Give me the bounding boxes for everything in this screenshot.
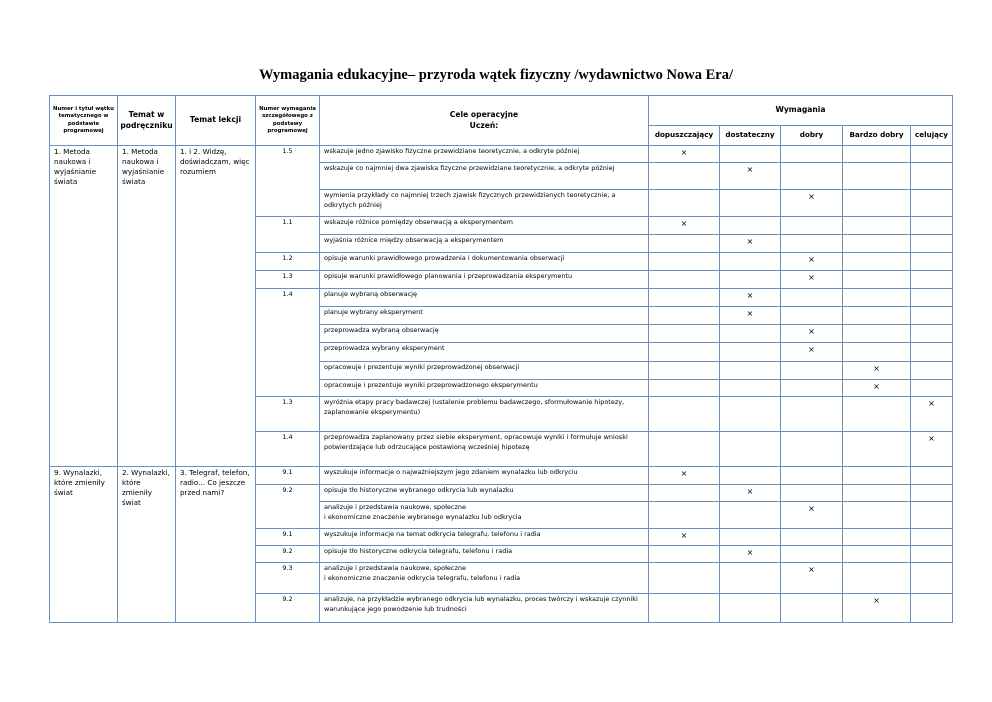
level-cell xyxy=(649,235,720,253)
level-cell xyxy=(911,502,953,529)
level-cell xyxy=(911,546,953,563)
level-cell xyxy=(911,343,953,362)
level-cell xyxy=(720,190,781,217)
lesson-topic-cell: 3. Telegraf, telefon, radio... Co jeszcze przed nami? xyxy=(176,467,256,623)
level-cell xyxy=(781,307,843,325)
level-cell xyxy=(911,325,953,343)
goal-cell: opisuje tło historyczne odkrycia telegrafu, telefonu i radia xyxy=(320,546,649,563)
level-cell xyxy=(649,563,720,594)
level-cell xyxy=(911,467,953,485)
level-cell xyxy=(843,502,911,529)
requirement-mark: × xyxy=(781,563,843,594)
goal-cell: przeprowadza wybrany eksperyment xyxy=(320,343,649,362)
level-cell xyxy=(843,289,911,307)
level-cell xyxy=(911,307,953,325)
level-cell xyxy=(843,467,911,485)
goal-cell: analizuje i przedstawia naukowe, społeczne i ekonomiczne znaczenie odkrycia telegrafu, telefonu i radia xyxy=(320,563,649,594)
requirements-table xyxy=(49,95,953,623)
level-cell xyxy=(911,146,953,163)
level-cell xyxy=(843,485,911,502)
document-title: Wymagania edukacyjne– przyroda wątek fizyczny /wydawnictwo Nowa Era/ xyxy=(258,67,734,83)
level-cell xyxy=(649,502,720,529)
level-cell xyxy=(649,546,720,563)
level-cell xyxy=(911,289,953,307)
level-cell xyxy=(843,146,911,163)
requirement-mark: × xyxy=(720,307,781,325)
level-cell xyxy=(911,529,953,546)
header-temat: Temat w podręczniku xyxy=(118,96,176,146)
header-level: Bardzo dobry xyxy=(843,126,911,146)
goal-cell: opracowuje i prezentuje wyniki przeprowadzonego eksperymentu xyxy=(320,380,649,397)
goal-cell: wyszukuje informacje na temat odkrycia telegrafu, telefonu i radia xyxy=(320,529,649,546)
requirement-number-cell: 9.3 xyxy=(256,563,320,594)
header-numer-wymagania: Numer wymagania szczegółowego z podstawy programowej xyxy=(256,96,320,146)
level-cell xyxy=(781,432,843,467)
level-cell xyxy=(720,594,781,623)
requirement-mark: × xyxy=(843,594,911,623)
level-cell xyxy=(649,380,720,397)
table-row xyxy=(50,467,953,485)
level-cell xyxy=(843,529,911,546)
requirement-mark: × xyxy=(649,217,720,235)
level-cell xyxy=(649,190,720,217)
level-cell xyxy=(720,325,781,343)
header-wymagania: Wymagania xyxy=(649,96,953,126)
level-cell xyxy=(649,343,720,362)
level-cell xyxy=(843,235,911,253)
level-cell xyxy=(781,217,843,235)
requirement-mark: × xyxy=(720,235,781,253)
section-number-cell: 9. Wynalazki, które zmieniły świat xyxy=(50,467,118,623)
requirement-number-cell: 9.1 xyxy=(256,529,320,546)
level-cell xyxy=(720,217,781,235)
level-cell xyxy=(843,343,911,362)
requirement-mark: × xyxy=(720,163,781,190)
level-cell xyxy=(843,307,911,325)
header-level: dobry xyxy=(781,126,843,146)
level-cell xyxy=(720,563,781,594)
header-numer-tytul: Numer i tytuł wątku tematycznego w podstawie programowej xyxy=(50,96,118,146)
level-cell xyxy=(649,253,720,271)
requirement-number-cell: 1.2 xyxy=(256,253,320,271)
level-cell xyxy=(649,397,720,432)
goal-cell: opisuje warunki prawidłowego prowadzenia i dokumentowania obserwacji xyxy=(320,253,649,271)
table-body xyxy=(50,146,953,623)
level-cell xyxy=(843,325,911,343)
level-cell xyxy=(911,190,953,217)
goal-cell: opisuje tło historyczne wybranego odkrycia lub wynalazku xyxy=(320,485,649,502)
goal-cell: planuje wybrany eksperyment xyxy=(320,307,649,325)
requirement-number-cell: 1.4 xyxy=(256,432,320,467)
level-cell xyxy=(781,546,843,563)
goal-cell: wymienia przykłady co najmniej trzech zjawisk fizycznych przewidzianych teoretycznie, a odkrytych później xyxy=(320,190,649,217)
level-cell xyxy=(911,362,953,380)
level-cell xyxy=(781,529,843,546)
level-cell xyxy=(781,289,843,307)
goal-cell: wyjaśnia różnice między obserwacją a eksperymentem xyxy=(320,235,649,253)
level-cell xyxy=(720,146,781,163)
level-cell xyxy=(649,163,720,190)
level-cell xyxy=(843,217,911,235)
level-cell xyxy=(843,397,911,432)
header-temat-lekcji: Temat lekcji xyxy=(176,96,256,146)
level-cell xyxy=(649,362,720,380)
level-cell xyxy=(911,271,953,289)
requirement-mark: × xyxy=(781,253,843,271)
goal-cell: analizuje, na przykładzie wybranego odkrycia lub wynalazku, proces twórczy i wskazuje czynniki warunkujące jego powodzenie lub trudności xyxy=(320,594,649,623)
level-cell xyxy=(720,502,781,529)
requirement-number-cell: 1.3 xyxy=(256,397,320,432)
requirement-mark: × xyxy=(843,380,911,397)
level-cell xyxy=(781,146,843,163)
level-cell xyxy=(843,563,911,594)
level-cell xyxy=(911,217,953,235)
table-row xyxy=(50,146,953,163)
level-cell xyxy=(843,190,911,217)
level-cell xyxy=(911,563,953,594)
requirement-mark: × xyxy=(649,467,720,485)
level-cell xyxy=(911,485,953,502)
requirement-mark: × xyxy=(911,432,953,467)
level-cell xyxy=(781,467,843,485)
level-cell xyxy=(781,594,843,623)
requirement-mark: × xyxy=(720,485,781,502)
goal-cell: analizuje i przedstawia naukowe, społeczne i ekonomiczne znaczenie wybranego wynalazku lub odkrycia xyxy=(320,502,649,529)
level-cell xyxy=(649,485,720,502)
level-cell xyxy=(649,271,720,289)
level-cell xyxy=(843,546,911,563)
level-cell xyxy=(911,253,953,271)
requirement-mark: × xyxy=(781,271,843,289)
requirement-mark: × xyxy=(911,397,953,432)
level-cell xyxy=(911,163,953,190)
level-cell xyxy=(649,594,720,623)
requirement-mark: × xyxy=(781,343,843,362)
requirement-number-cell: 1.4 xyxy=(256,289,320,397)
requirement-mark: × xyxy=(720,289,781,307)
goal-cell: przeprowadza wybraną obserwację xyxy=(320,325,649,343)
requirement-mark: × xyxy=(843,362,911,380)
level-cell xyxy=(781,485,843,502)
lesson-topic-cell: 1. i 2. Widzę, doświadczam, więc rozumiem xyxy=(176,146,256,467)
level-cell xyxy=(720,253,781,271)
level-cell xyxy=(843,432,911,467)
level-cell xyxy=(720,467,781,485)
goal-cell: przeprowadza zaplanowany przez siebie eksperyment, opracowuje wyniki i formułuje wnioski potwierdzające lub odrzucające postawioną wcześniej hipotezę xyxy=(320,432,649,467)
requirement-number-cell: 1.5 xyxy=(256,146,320,217)
level-cell xyxy=(911,594,953,623)
level-cell xyxy=(649,289,720,307)
requirement-number-cell: 9.1 xyxy=(256,467,320,485)
requirement-mark: × xyxy=(781,502,843,529)
goal-cell: wskazuje jedno zjawisko fizyczne przewidziane teoretycznie, a odkryte później xyxy=(320,146,649,163)
textbook-topic-cell: 1. Metoda naukowa i wyjaśnianie świata xyxy=(118,146,176,467)
level-cell xyxy=(781,397,843,432)
goal-cell: wyszukuje informacje o najważniejszym jego zdaniem wynalazku lub odkryciu xyxy=(320,467,649,485)
level-cell xyxy=(911,235,953,253)
goal-cell: opracowuje i prezentuje wyniki przeprowadzonej obserwacji xyxy=(320,362,649,380)
level-cell xyxy=(720,271,781,289)
goal-cell: wskazuje co najmniej dwa zjawiska fizyczne przewidziane teoretycznie, a odkryte później xyxy=(320,163,649,190)
level-cell xyxy=(843,163,911,190)
requirement-number-cell: 9.2 xyxy=(256,546,320,563)
level-cell xyxy=(781,163,843,190)
requirement-number-cell: 9.2 xyxy=(256,594,320,623)
level-cell xyxy=(649,432,720,467)
requirement-number-cell: 1.3 xyxy=(256,271,320,289)
requirement-mark: × xyxy=(720,546,781,563)
level-cell xyxy=(720,380,781,397)
level-cell xyxy=(843,253,911,271)
level-cell xyxy=(649,325,720,343)
header-level: dopuszczający xyxy=(649,126,720,146)
section-number-cell: 1. Metoda naukowa i wyjaśnianie świata xyxy=(50,146,118,467)
level-cell xyxy=(781,235,843,253)
level-cell xyxy=(720,397,781,432)
requirement-mark: × xyxy=(781,325,843,343)
level-cell xyxy=(720,362,781,380)
requirement-number-cell: 9.2 xyxy=(256,485,320,529)
goal-cell: wskazuje różnice pomiędzy obserwacją a eksperymentem xyxy=(320,217,649,235)
goal-cell: planuje wybraną obserwację xyxy=(320,289,649,307)
goal-cell: opisuje warunki prawidłowego planowania i przeprowadzania eksperymentu xyxy=(320,271,649,289)
level-cell xyxy=(649,307,720,325)
level-cell xyxy=(843,271,911,289)
level-cell xyxy=(720,343,781,362)
goal-cell: wyróżnia etapy pracy badawczej (ustalenie problemu badawczego, sformułowanie hipotezy, zaplanowanie eksperymentu) xyxy=(320,397,649,432)
requirement-mark: × xyxy=(649,146,720,163)
level-cell xyxy=(781,380,843,397)
header-cele: Cele operacyjne Uczeń: xyxy=(320,96,649,146)
requirement-mark: × xyxy=(781,190,843,217)
level-cell xyxy=(781,362,843,380)
textbook-topic-cell: 2. Wynalazki, które zmieniły świat xyxy=(118,467,176,623)
header-level: dostateczny xyxy=(720,126,781,146)
level-cell xyxy=(720,529,781,546)
requirement-mark: × xyxy=(649,529,720,546)
requirement-number-cell: 1.1 xyxy=(256,217,320,253)
level-cell xyxy=(720,432,781,467)
header-level: celujący xyxy=(911,126,953,146)
level-cell xyxy=(911,380,953,397)
